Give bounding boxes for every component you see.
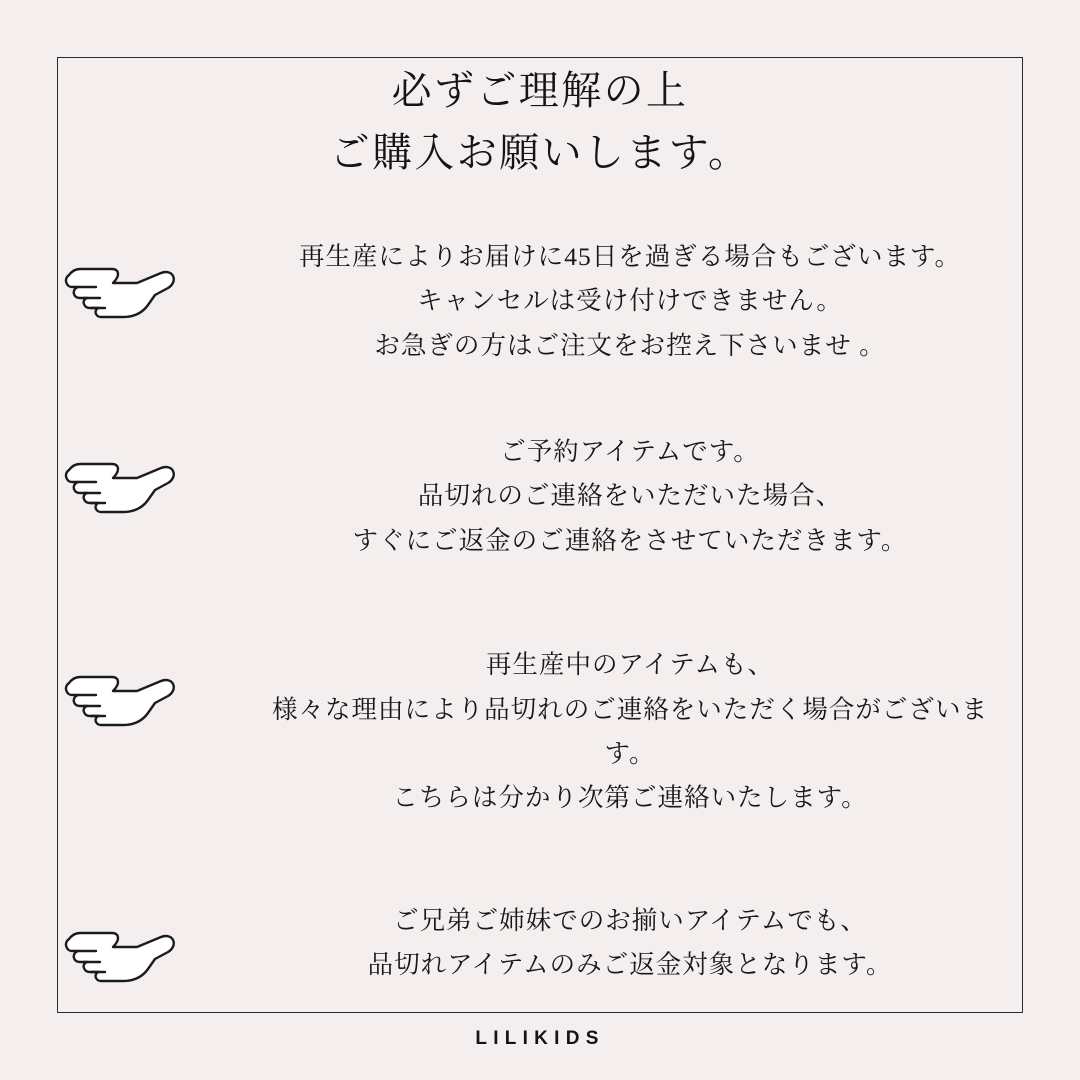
pointing-hand-icon <box>55 243 195 329</box>
list-item <box>0 899 1080 1019</box>
notice-line: 再生産中のアイテムも、 <box>485 650 775 680</box>
page-title <box>0 60 1080 184</box>
pointing-hand-icon <box>55 438 195 524</box>
brand-logo-text: LILIKIDS <box>475 1028 605 1049</box>
page-title-line-1: 必ずご理解の上 <box>391 68 689 113</box>
list-item <box>0 430 1080 563</box>
notice-line: 様々な理由により品切れのご連絡をいただく場合がございます。 <box>271 694 989 768</box>
notice-line: キャンセルは受け付けできません。 <box>417 286 843 316</box>
notice-line: お急ぎの方はご注文をお控え下さいませ 。 <box>374 330 886 360</box>
list-item <box>0 235 1080 368</box>
notice-line: 品切れのご連絡をいただいた場合、 <box>417 481 843 511</box>
pointing-hand-icon <box>55 907 195 993</box>
notice-line: こちらは分かり次第ご連絡いたします。 <box>392 783 868 813</box>
notice-list <box>0 235 1080 1019</box>
notice-line: ご予約アイテムです。 <box>500 437 760 467</box>
notice-line: すぐにご返金のご連絡をさせていただきます。 <box>352 525 908 555</box>
notice-line: 再生産によりお届けに45日を過ぎる場合もございます。 <box>299 242 961 271</box>
pointing-hand-icon <box>55 651 195 737</box>
notice-line: ご兄弟ご姉妹でのお揃いアイテムでも、 <box>393 905 867 935</box>
page-title-line-2: ご購入お願いします。 <box>329 130 751 175</box>
list-item <box>0 643 1080 820</box>
notice-line: 品切れアイテムのみご返金対象となります。 <box>367 949 893 979</box>
